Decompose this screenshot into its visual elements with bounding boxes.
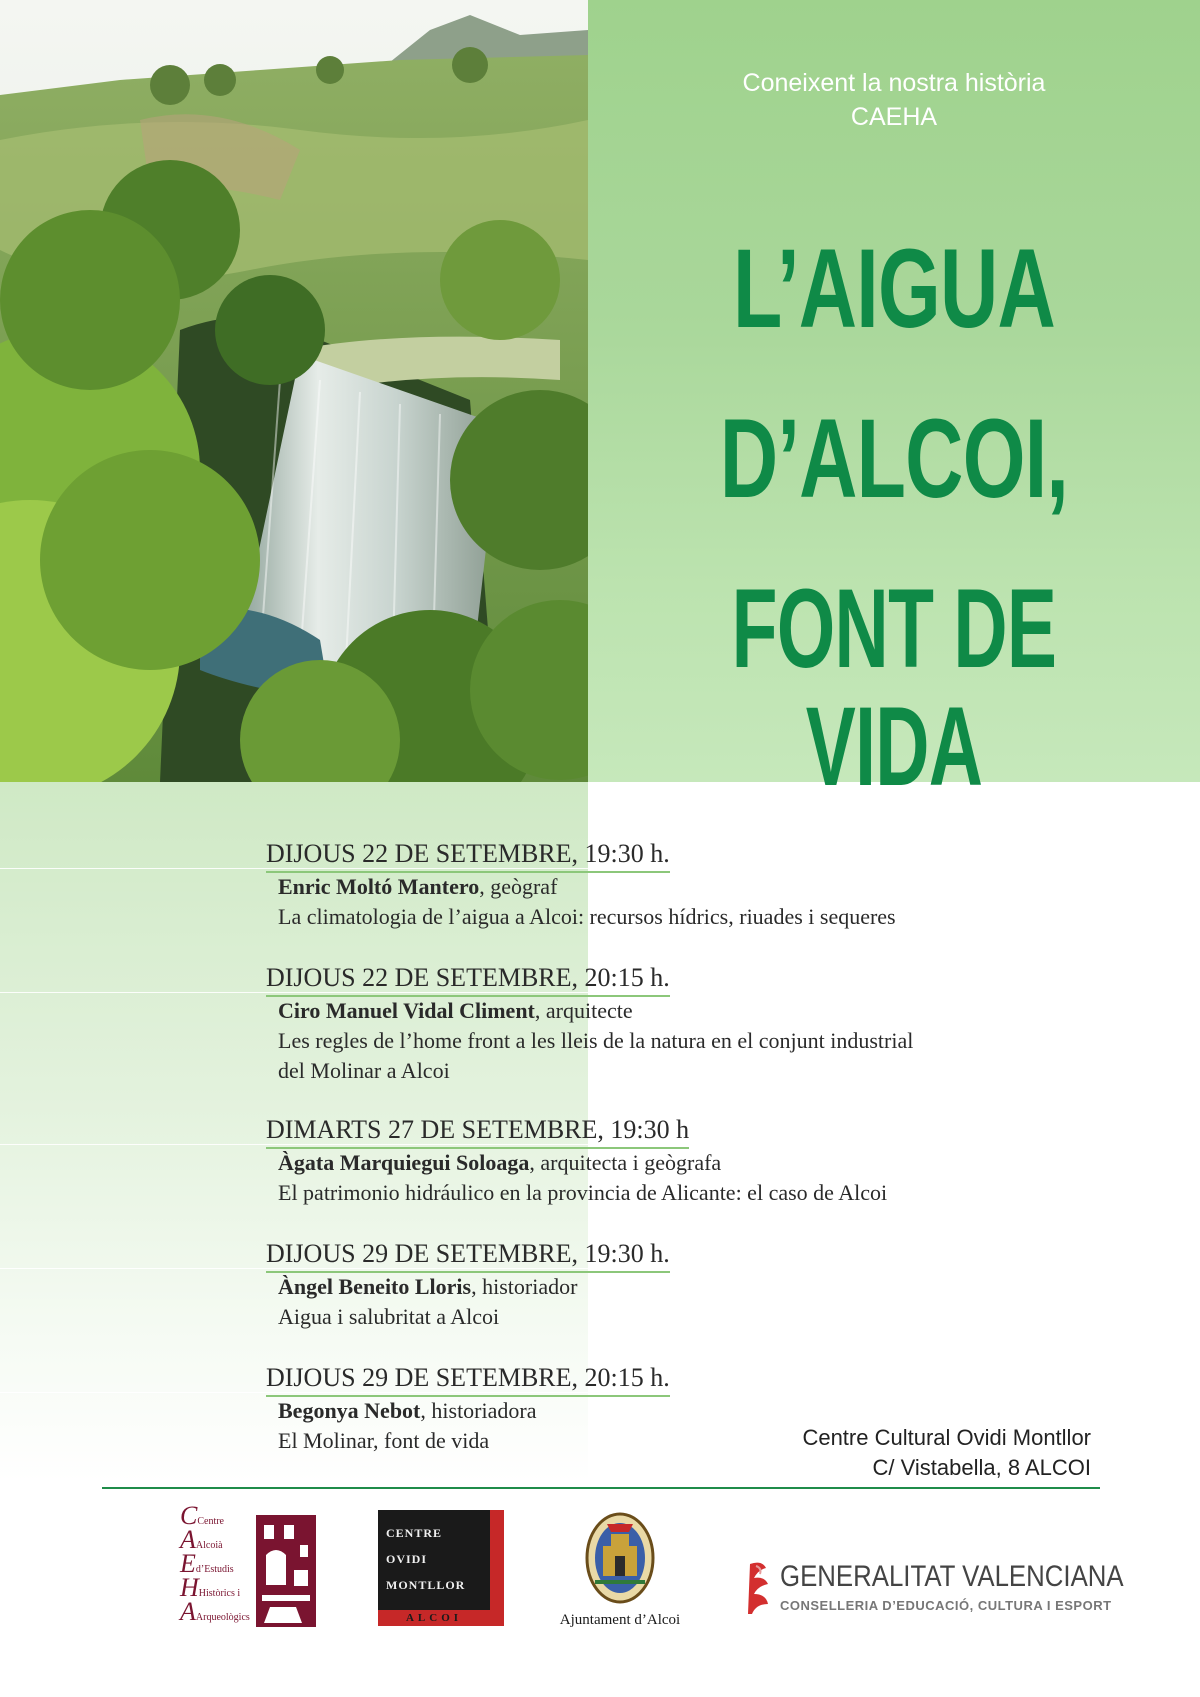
event-topic: Les regles de l’home front a les lleis de la natura en el conjunt industrial [278, 1028, 914, 1053]
caeha-word: HHistòrics i [180, 1573, 241, 1602]
ajuntament-caption: Ajuntament d’Alcoi [559, 1612, 681, 1628]
speaker-name: Enric Moltó Mantero [278, 874, 480, 899]
generalitat-logo [744, 1560, 1124, 1622]
venue-name: Centre Cultural Ovidi Montllor [802, 1425, 1091, 1450]
generalitat-name: GENERALITAT VALENCIANA [780, 1560, 1124, 1593]
waterfall-photo [0, 0, 588, 782]
senyera-icon [744, 1560, 774, 1622]
event-topic: El Molinar, font de vida [278, 1428, 490, 1453]
caeha-word: Ed’Estudis [180, 1549, 234, 1578]
title-line-3: FONT DE VIDA [731, 566, 1057, 809]
building-icon [256, 1515, 316, 1627]
event-speaker [278, 996, 633, 1026]
ovidi-word: MONTLLOR [386, 1578, 466, 1592]
conselleria-name: CONSELLERIA D’EDUCACIÓ, CULTURA I ESPORT [780, 1598, 1112, 1613]
caeha-word: AAlcoià [180, 1525, 223, 1554]
event-speaker [278, 1396, 536, 1426]
speaker-role: , geògraf [479, 874, 558, 899]
speaker-name: Àgata Marquiegui Soloaga [278, 1150, 530, 1175]
event-topic: El patrimonio hidráulico en la provincia de Alicante: el caso de Alcoi [278, 1180, 888, 1205]
speaker-role: , historiador [471, 1274, 578, 1299]
speaker-role: , arquitecte [534, 998, 633, 1023]
caeha-wordmark [180, 1501, 260, 1629]
speaker-role: , arquitecta i geògrafa [529, 1150, 722, 1175]
title-line-1: L’AIGUA [732, 226, 1055, 351]
speaker-role: , historiadora [420, 1398, 537, 1423]
event-speaker [278, 1148, 721, 1178]
ovidi-city: ALCOI [378, 1610, 490, 1626]
event-date: DIJOUS 29 DE SETEMBRE, 19:30 h. [266, 1238, 670, 1273]
event-date: DIJOUS 29 DE SETEMBRE, 20:15 h. [266, 1362, 670, 1397]
event-topic: del Molinar a Alcoi [278, 1058, 450, 1083]
coat-of-arms-icon [545, 1512, 695, 1608]
caeha-word: CCentre [180, 1501, 224, 1530]
title-line-2: D’ALCOI, [719, 396, 1069, 521]
event-date: DIJOUS 22 DE SETEMBRE, 19:30 h. [266, 838, 670, 873]
event-date: DIJOUS 22 DE SETEMBRE, 20:15 h. [266, 962, 670, 997]
ovidi-montllor-logo [378, 1510, 504, 1626]
ajuntament-logo [545, 1512, 695, 1634]
event-speaker [278, 1272, 577, 1302]
speaker-name: Ciro Manuel Vidal Climent [278, 998, 535, 1023]
series-subtitle: Coneixent la nostra història [742, 69, 1046, 97]
event-date: DIMARTS 27 DE SETEMBRE, 19:30 h [266, 1114, 689, 1149]
footer-rule [102, 1487, 1100, 1489]
caeha-logo [180, 1501, 320, 1629]
speaker-name: Begonya Nebot [278, 1398, 421, 1423]
speaker-name: Àngel Beneito Lloris [278, 1274, 472, 1299]
ovidi-word: CENTRE [386, 1526, 443, 1540]
ovidi-word: OVIDI [386, 1552, 428, 1566]
caeha-word: AArqueològics [180, 1597, 250, 1626]
organizer-acronym: CAEHA [850, 103, 938, 131]
event-topic: Aigua i salubritat a Alcoi [278, 1304, 500, 1329]
event-speaker [278, 872, 557, 902]
venue-address: C/ Vistabella, 8 ALCOI [872, 1455, 1091, 1480]
event-topic: La climatologia de l’aigua a Alcoi: recursos hídrics, riuades i sequeres [278, 904, 896, 929]
